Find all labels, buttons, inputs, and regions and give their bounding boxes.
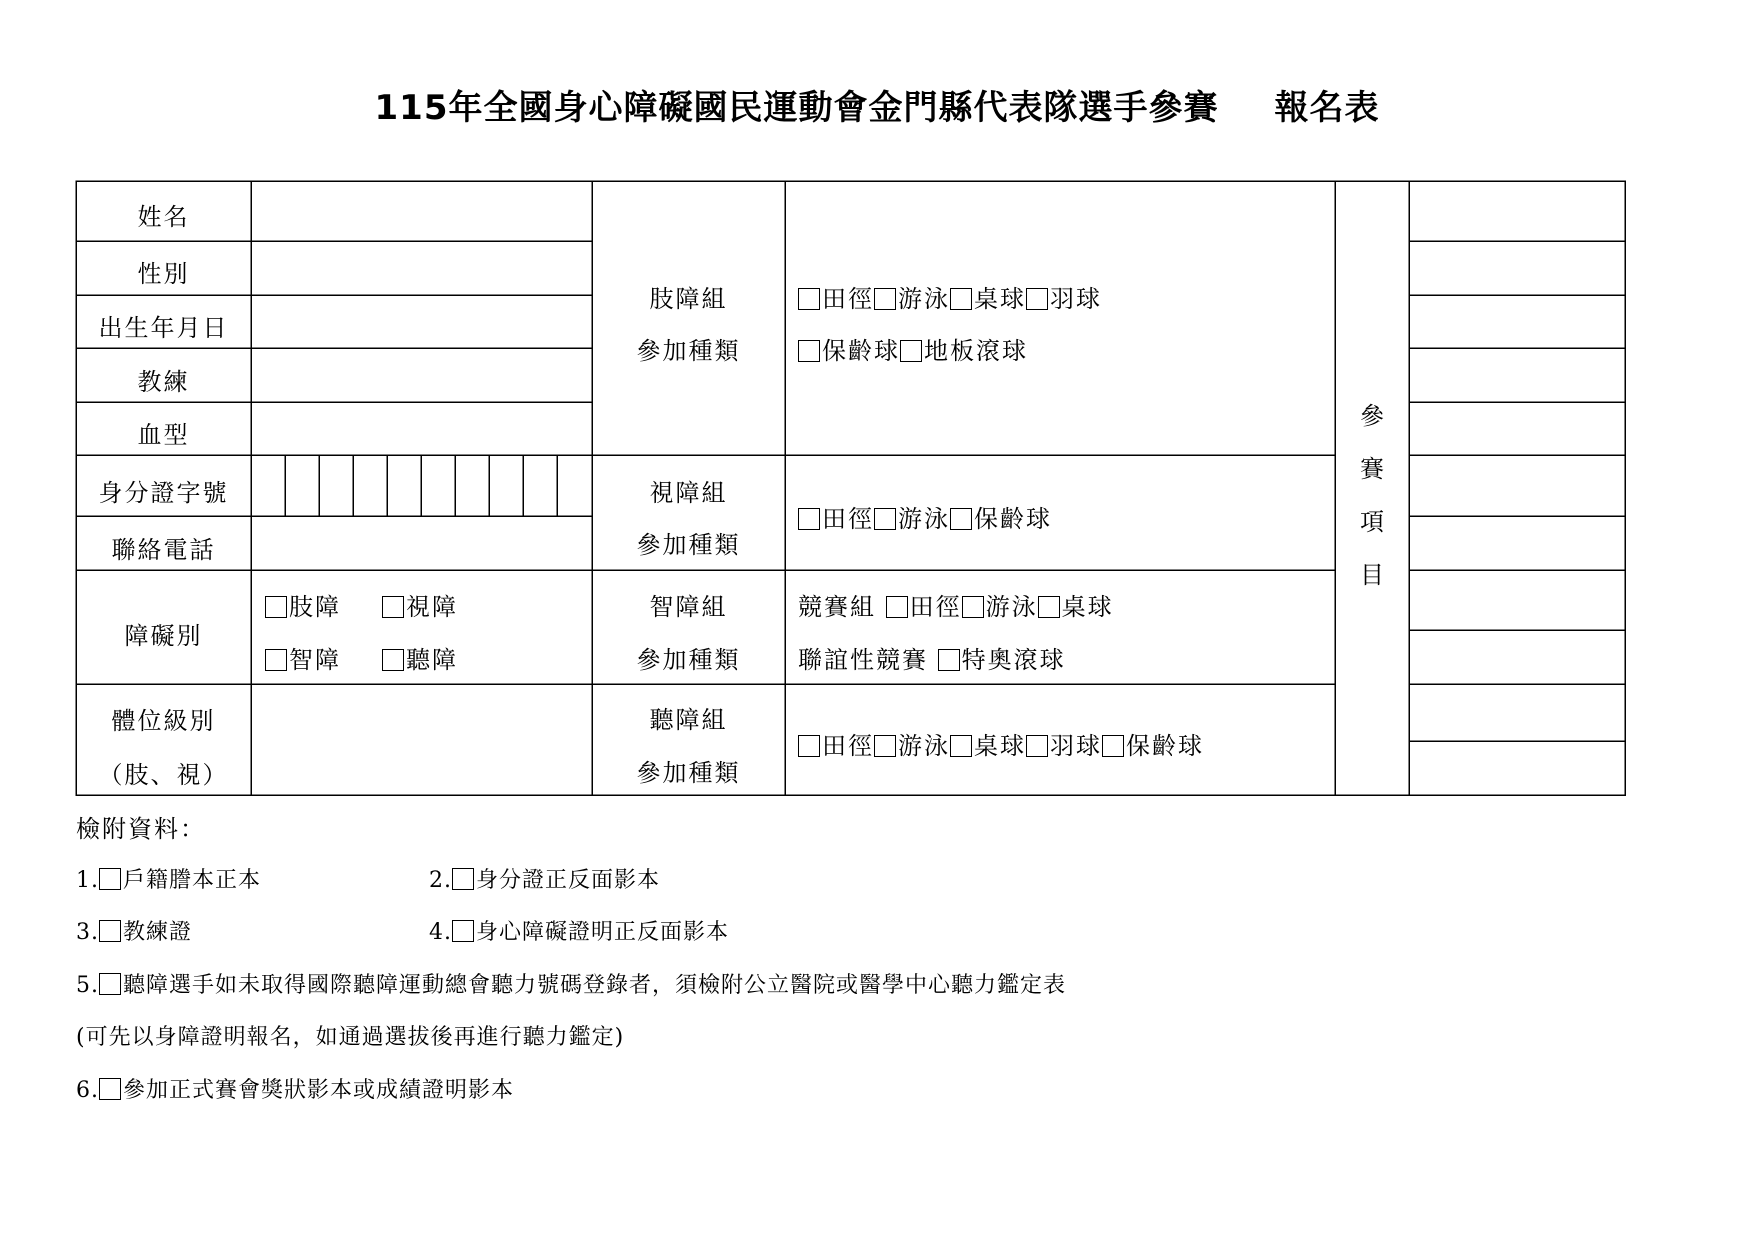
checkbox-icon[interactable] [874,288,896,310]
label-class-2: （肢、視） [98,761,229,789]
checkbox-icon[interactable] [265,596,287,618]
label-disability: 障礙別 [124,622,203,650]
intellectual-competition-row [798,592,1114,622]
checkbox-icon[interactable] [962,596,984,618]
checkbox-icon[interactable] [798,735,820,757]
limb-options-row2 [798,336,1028,366]
disability-option-visual[interactable]: 視障 [382,592,458,622]
checkbox-icon[interactable] [798,508,820,530]
checkbox-icon[interactable] [900,340,922,362]
option-track[interactable]: 田徑 [798,505,874,533]
gender-field[interactable] [253,243,590,293]
intellectual-friendly-row [798,645,1066,675]
option-swim[interactable]: 游泳 [874,505,950,533]
disability-option-limb[interactable]: 肢障 [265,592,341,622]
class-field[interactable] [253,686,590,793]
checkbox-icon[interactable] [99,920,121,942]
label-blood: 血型 [137,421,190,449]
checkbox-icon[interactable] [798,288,820,310]
checkbox-icon[interactable] [886,596,908,618]
checkbox-icon[interactable] [874,735,896,757]
disability-option-hearing[interactable]: 聽障 [382,645,458,675]
birth-field[interactable] [253,297,590,346]
checkbox-icon[interactable] [950,288,972,310]
option-badminton[interactable]: 羽球 [1026,732,1102,760]
option-table-tennis[interactable]: 桌球 [950,285,1026,313]
checkbox-icon[interactable] [452,920,474,942]
attachment-note: (可先以身障證明報名，如通過選拔後再進行聽力鑑定) [76,1025,625,1050]
option-bowling[interactable]: 保齡球 [950,505,1052,533]
label-coach: 教練 [137,368,190,396]
phone-field[interactable] [253,518,590,568]
checkbox-icon[interactable] [1026,735,1048,757]
option-boccia[interactable]: 地板滾球 [900,337,1028,365]
page-title [0,80,1754,129]
checkbox-icon[interactable] [452,868,474,890]
option-swim[interactable]: 游泳 [874,285,950,313]
attachment-item[interactable]: 2. 身分證正反面影本 [429,868,661,893]
option-track[interactable]: 田徑 [798,732,874,760]
events-label: 參 賽 項 目 [1360,402,1384,589]
option-bowling[interactable]: 保齡球 [798,337,900,365]
option-swim[interactable]: 游泳 [962,593,1038,621]
option-table-tennis[interactable]: 桌球 [950,732,1026,760]
checkbox-icon[interactable] [99,868,121,890]
coach-field[interactable] [253,350,590,400]
checkbox-icon[interactable] [382,649,404,671]
intellectual-group-sub: 參加種類 [636,646,741,674]
blood-field[interactable] [253,404,590,453]
option-track[interactable]: 田徑 [886,593,962,621]
limb-options-row1 [798,284,1102,314]
option-special-olympics-bowling[interactable]: 特奧滾球 [938,646,1066,674]
checkbox-icon[interactable] [950,735,972,757]
intellectual-group-label: 智障組 [649,593,728,621]
competition-label: 競賽組 [798,593,876,621]
checkbox-icon[interactable] [1102,735,1124,757]
checkbox-icon[interactable] [382,596,404,618]
disability-option-intellectual[interactable]: 智障 [265,645,341,675]
attachment-item[interactable]: 6. 參加正式賽會獎狀影本或成績證明影本 [76,1078,515,1103]
attachment-item[interactable]: 1. 戶籍謄本正本 [76,868,262,893]
limb-group-label: 肢障組 [649,285,728,313]
visual-group-label: 視障組 [649,479,728,507]
id-number-field[interactable] [253,457,590,514]
name-field[interactable] [253,183,590,239]
checkbox-icon[interactable] [950,508,972,530]
checkbox-icon[interactable] [99,1078,121,1100]
option-table-tennis[interactable]: 桌球 [1038,593,1114,621]
title-main: 115年全國身心障礙國民運動會金門縣代表隊選手參賽 [374,88,1219,128]
checkbox-icon[interactable] [1038,596,1060,618]
option-bowling[interactable]: 保齡球 [1102,732,1204,760]
label-class-1: 體位級別 [111,707,216,735]
attachment-item[interactable]: 3. 教練證 [76,920,193,945]
label-gender: 性別 [137,260,190,288]
checkbox-icon[interactable] [874,508,896,530]
option-swim[interactable]: 游泳 [874,732,950,760]
visual-group-sub: 參加種類 [636,531,741,559]
limb-group-sub: 參加種類 [636,337,741,365]
label-name: 姓名 [137,203,190,231]
checkbox-icon[interactable] [265,649,287,671]
checkbox-icon[interactable] [938,649,960,671]
label-birth: 出生年月日 [98,314,229,342]
label-id-number: 身分證字號 [98,479,229,507]
checkbox-icon[interactable] [798,340,820,362]
hearing-group-label: 聽障組 [649,706,728,734]
hearing-group-sub: 參加種類 [636,759,741,787]
attachment-item[interactable]: 4. 身心障礙證明正反面影本 [429,920,730,945]
checkbox-icon[interactable] [1026,288,1048,310]
visual-options [798,504,1052,534]
attachment-item[interactable]: 5. 聽障選手如未取得國際聽障運動總會聽力號碼登錄者，須檢附公立醫院或醫學中心聽力鑑定表 [76,973,1067,998]
friendly-label: 聯誼性競賽 [798,646,928,674]
attachments-heading: 檢附資料： [76,815,206,843]
hearing-options [798,731,1204,761]
title-suffix: 報名表 [1274,88,1380,128]
label-phone: 聯絡電話 [111,536,216,564]
checkbox-icon[interactable] [99,973,121,995]
option-track[interactable]: 田徑 [798,285,874,313]
option-badminton[interactable]: 羽球 [1026,285,1102,313]
